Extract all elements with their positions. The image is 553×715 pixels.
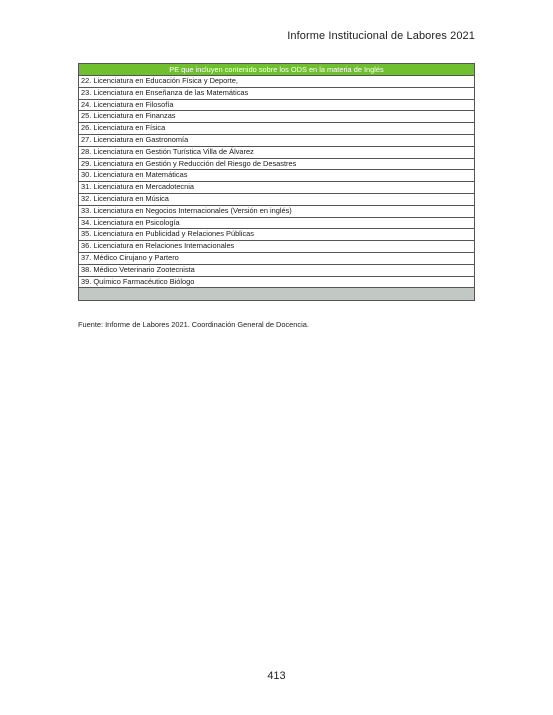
page-number: 413 <box>267 670 286 682</box>
table-row <box>79 111 475 123</box>
table-cell: 25. Licenciatura en Finanzas <box>79 111 475 123</box>
table-row <box>79 217 475 229</box>
table-row <box>79 182 475 194</box>
table-cell: 23. Licenciatura en Enseñanza de las Matemáticas <box>79 87 475 99</box>
table-cell: 37. Médico Cirujano y Partero <box>79 252 475 264</box>
programs-table <box>78 63 475 301</box>
table-row <box>79 158 475 170</box>
table-cell: 32. Licenciatura en Música <box>79 193 475 205</box>
table-row <box>79 229 475 241</box>
table-row <box>79 193 475 205</box>
table-cell: 35. Licenciatura en Publicidad y Relaciones Públicas <box>79 229 475 241</box>
table-row <box>79 123 475 135</box>
table-cell: 24. Licenciatura en Filosofía <box>79 99 475 111</box>
programs-table-container <box>78 63 475 301</box>
table-cell: 39. Químico Farmacéutico Biólogo <box>79 276 475 288</box>
table-cell: 28. Licenciatura en Gestión Turística Villa de Álvarez <box>79 146 475 158</box>
table-row <box>79 276 475 288</box>
table-row <box>79 205 475 217</box>
table-cell: 26. Licenciatura en Física <box>79 123 475 135</box>
table-row <box>79 252 475 264</box>
table-cell: 33. Licenciatura en Negocios Internacionales (Versión en inglés) <box>79 205 475 217</box>
table-cell: 34. Licenciatura en Psicología <box>79 217 475 229</box>
table-cell: 29. Licenciatura en Gestión y Reducción del Riesgo de Desastres <box>79 158 475 170</box>
table-row <box>79 241 475 253</box>
table-cell: 22. Licenciatura en Educación Física y Deporte, <box>79 76 475 88</box>
table-cell: 27. Licenciatura en Gastronomía <box>79 134 475 146</box>
running-header-title: Informe Institucional de Labores 2021 <box>287 30 475 42</box>
table-cell: 30. Licenciatura en Matemáticas <box>79 170 475 182</box>
table-header-row <box>79 64 475 76</box>
table-body <box>79 76 475 301</box>
source-note: Fuente: Informe de Labores 2021. Coordinación General de Docencia. <box>78 320 309 329</box>
table-cell: 36. Licenciatura en Relaciones Internacionales <box>79 241 475 253</box>
table-cell: 38. Médico Veterinario Zootecnista <box>79 264 475 276</box>
table-row <box>79 76 475 88</box>
table-row <box>79 146 475 158</box>
table-row <box>79 99 475 111</box>
table-row <box>79 170 475 182</box>
table-cell: 31. Licenciatura en Mercadotecnia <box>79 182 475 194</box>
table-row <box>79 134 475 146</box>
table-header-cell: PE que incluyen contenido sobre los ODS en la materia de Inglés <box>79 64 475 76</box>
table-row <box>79 87 475 99</box>
table-footer-cell <box>79 288 475 301</box>
table-footer-row <box>79 288 475 301</box>
table-row <box>79 264 475 276</box>
